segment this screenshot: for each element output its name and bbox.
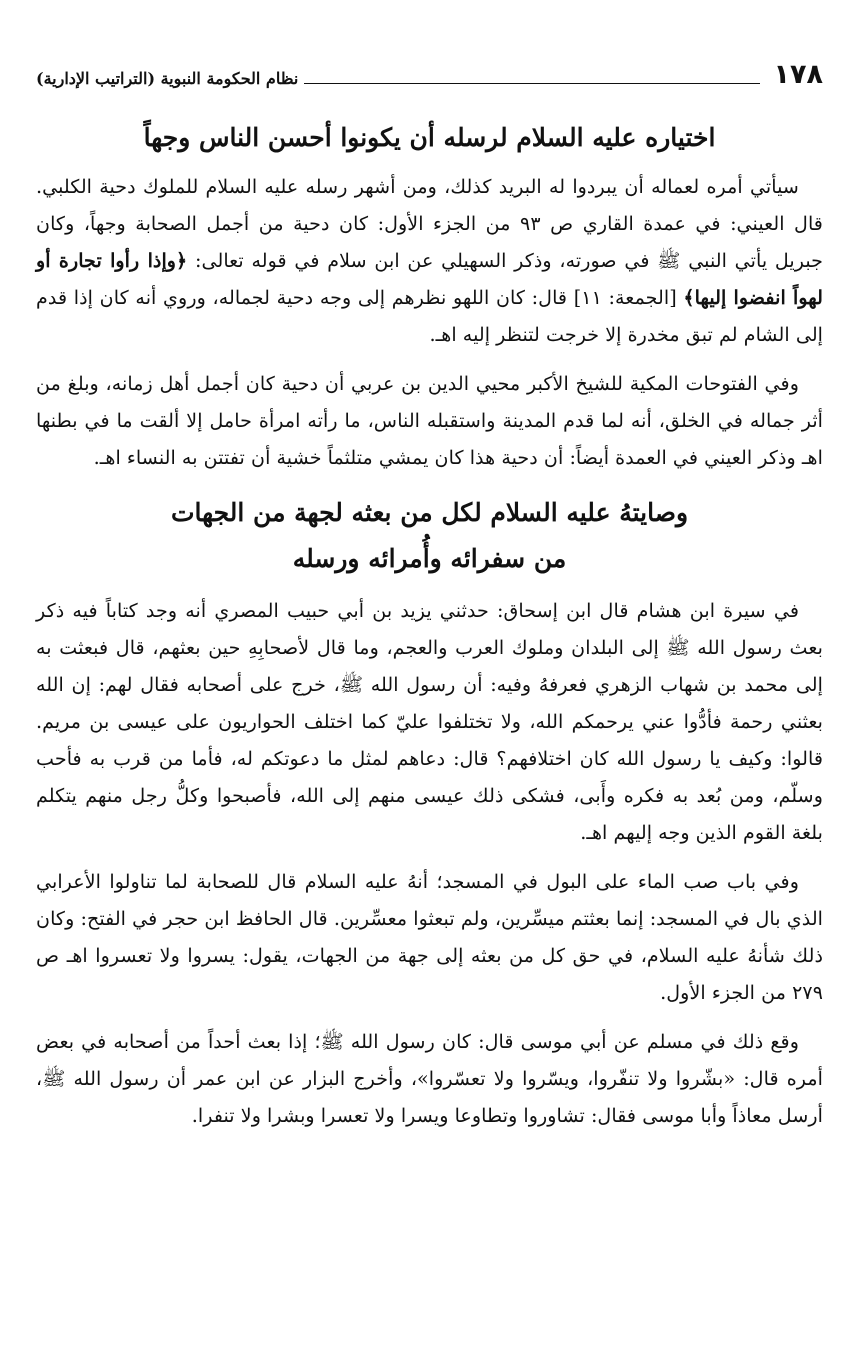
section-title-wasaya: وصايتهُ عليه السلام لكل من بعثه لجهة من الجهات bbox=[170, 498, 689, 527]
header-rule bbox=[304, 83, 759, 84]
section-title-dihya: اختياره عليه السلام لرسله أن يكونوا أحسن الناس وجهاً bbox=[143, 123, 716, 152]
paragraph-ibn-hisham: في سيرة ابن هشام قال ابن إسحاق: حدثني يزيد بن أبي حبيب المصري أنه وجد كتاباً فيه ذكر بعث رسول الله ﷺ إلى البلدان وملوك العرب والعجم، وما قال لأصحابِهِ حين بعثهم، قال فبعثت به إلى محمد بن شهاب الزهري فعرفهُ وفيه: أن رسول الله ﷺ، خرج على أصحابه فقال لهم: إن الله بعثني رحمة فأدُّوا عني يرحمكم الله، ولا تختلفوا عليّ كما اختلف الحواريون على عيسى بن مريم. قالوا: وكيف يا رسول الله كان اختلافهم؟ قال: دعاهم لمثل ما دعوتكم له، فأما من قرب به فأحب وسلّم، ومن بُعد به فكره وأَبى، فشكى ذلك عيسى منهم إلى الله، فأصبحوا وكلُّ رجل منهم يتكلم بلغة القوم الذين وجه إليهم اهـ. bbox=[36, 599, 823, 844]
paragraph-muslim: وقع ذلك في مسلم عن أبي موسى قال: كان رسول الله ﷺ؛ إذا بعث أحداً من أصحابه في بعض أمره قال: «بشّروا ولا تنفّروا، ويسّروا ولا تعسّروا»، وأخرج البزار عن ابن عمر أن رسول الله ﷺ، أرسل معاذاً وأبا موسى فقال: تشاوروا وتطاوعا ويسرا ولا تعسرا وبشرا ولا تنفرا. bbox=[36, 1030, 823, 1127]
page-header bbox=[36, 58, 823, 90]
quran-verse: ﴿وإذا رأوا تجارة أو لهواً انفضوا إليها﴾ bbox=[36, 249, 823, 309]
page-number: ١٧٨ bbox=[773, 59, 823, 90]
paragraph-dihya-intro bbox=[36, 168, 823, 353]
paragraph-text: [الجمعة: ١١] قال: كان اللهو نظرهم إلى وجه دحية لجماله، وروي أنه كان إذا قدم إلى الشام لم تبق مخدرة إلا خرجت لتنظر إليه اهـ. bbox=[36, 286, 823, 346]
paragraph-masjid: وفي باب صب الماء على البول في المسجد؛ أنهُ عليه السلام قال للصحابة لما تناولوا الأعرابي الذي بال في المسجد: إنما بعثتم ميسِّرين، ولم تبعثوا معسِّرين. قال الحافظ ابن حجر في الفتح: وكان ذلك شأنهُ عليه السلام، في حق كل من بعثه إلى جهة من الجهات، يقول: يسروا ولا تعسروا اهـ ص ٢٧٩ من الجزء الأول. bbox=[36, 870, 823, 1004]
paragraph-futuhat: وفي الفتوحات المكية للشيخ الأكبر محيي الدين بن عربي أن دحية كان أجمل أهل زمانه، وبلغ من أثر جماله في الخلق، أنه لما قدم المدينة واستقبله الناس، ما رأته امرأة حامل إلا ألقت ما في بطنها اهـ وذكر العيني في العمدة أيضاً: أن دحية هذا كان يمشي متلثماً خشية أن تفتتن به النساء اهـ. bbox=[36, 372, 823, 469]
section-subtitle-wasaya: من سفرائه وأُمرائه ورسله bbox=[292, 544, 567, 573]
running-title: نظام الحكومة النبوية (التراتيب الإدارية) bbox=[36, 69, 299, 88]
paragraph-text: سيأتي أمره لعماله أن يبردوا له البريد كذلك، ومن أشهر رسله عليه السلام للملوك دحية الكلبي. قال العيني: في عمدة القاري ص ٩٣ من الجزء الأول: كان دحية من أجمل الصحابة وجهاً، وكان جبريل يأتي النبي ﷺ في صورته، وذكر السهيلي عن ابن سلام في قوله تعالى: bbox=[36, 175, 824, 272]
